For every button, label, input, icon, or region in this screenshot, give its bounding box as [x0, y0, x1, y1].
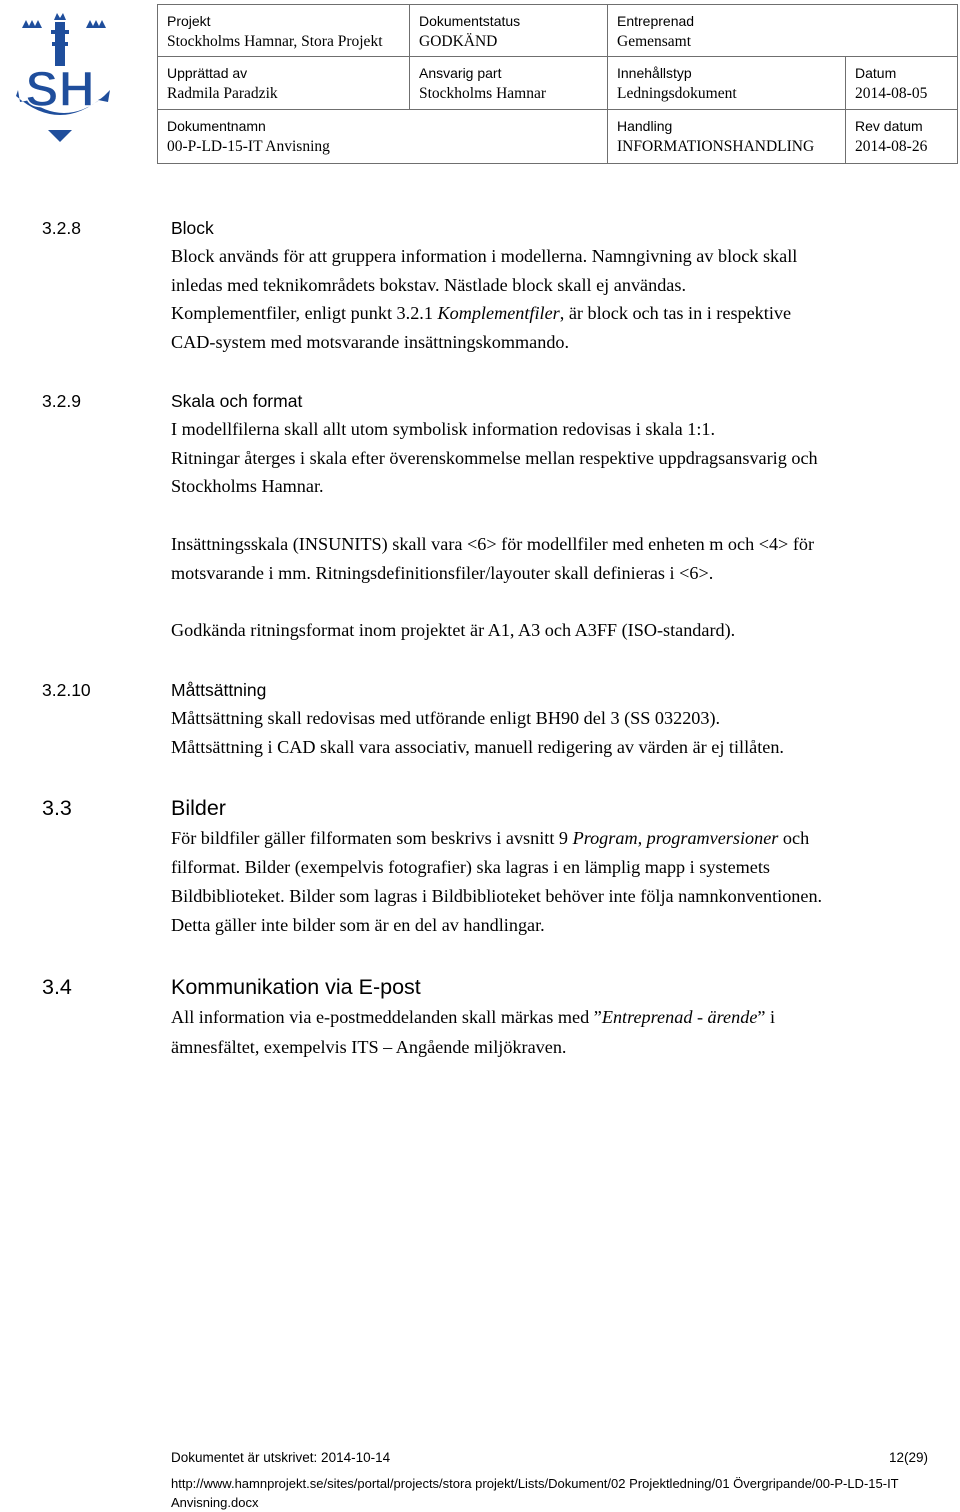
section-number-3-2-8: 3.2.8	[42, 218, 81, 238]
section-title-block: Block	[171, 218, 214, 238]
innehallstyp-value: Ledningsdokument	[617, 85, 737, 102]
projekt-value: Stockholms Hamnar, Stora Projekt	[167, 33, 383, 50]
header-cell-datum	[846, 57, 958, 110]
innehallstyp-label: Innehållstyp	[617, 65, 692, 81]
text-run: , är block och tas in i respektive	[559, 303, 792, 323]
footer-page-number: 12(29)	[888, 1450, 928, 1465]
handling-label: Handling	[617, 118, 673, 134]
header-cell-ansvarig-part	[410, 57, 608, 110]
header-cell-handling	[608, 110, 846, 164]
handling-value: INFORMATIONSHANDLING	[617, 138, 815, 155]
stockholms-hamnar-logo-icon	[2, 10, 118, 150]
upprattad-av-label: Upprättad av	[167, 65, 248, 81]
paragraph-line-with-italic	[171, 1003, 941, 1032]
paragraph-line: Måttsättning i CAD skall vara associativ, manuell redigering av värden är ej tillåten.	[171, 737, 784, 757]
footer-document-path: http://www.hamnprojekt.se/sites/portal/projects/stora projekt/Lists/Dokument/02 Projektledning/01 Övergripande/00-P-LD-15-IT Anvisning.docx	[171, 1476, 899, 1510]
rev-datum-label: Rev datum	[855, 118, 923, 134]
paragraph-line: Måttsättning skall redovisas med utförande enligt BH90 del 3 (SS 032203).	[171, 708, 721, 728]
header-cell-rev-datum	[846, 110, 958, 164]
italic-reference: Program, programversioner	[572, 828, 779, 848]
header-cell-dokumentnamn	[158, 110, 608, 164]
text-run: All information via e-postmeddelanden skall märkas med ”	[171, 1007, 602, 1027]
section-number-3-4: 3.4	[42, 975, 72, 999]
ansvarig-part-value: Stockholms Hamnar	[419, 85, 546, 102]
company-logo	[2, 10, 118, 150]
projekt-label: Projekt	[167, 13, 211, 29]
paragraph-line: motsvarande i mm. Ritningsdefinitionsfiler/layouter skall definieras i <6>.	[171, 563, 714, 583]
paragraph-line: inledas med teknikområdets bokstav. Nästlade block skall ej användas.	[171, 275, 687, 295]
header-cell-upprattad-av	[158, 57, 410, 110]
section-title-kommunikation-via-e-post: Kommunikation via E-post	[171, 975, 421, 999]
text-run: ” i	[757, 1007, 776, 1027]
paragraph-line: ämnesfältet, exempelvis ITS – Angående miljökraven.	[171, 1037, 567, 1057]
section-number-3-2-9: 3.2.9	[42, 391, 81, 411]
upprattad-av-value: Radmila Paradzik	[167, 85, 278, 102]
paragraph-line: I modellfilerna skall allt utom symbolisk information redovisas i skala 1:1.	[171, 419, 716, 439]
paragraph-line: Detta gäller inte bilder som är en del av handlingar.	[171, 915, 545, 935]
header-cell-entreprenad	[608, 5, 958, 57]
italic-subject-example: Entreprenad - ärende	[601, 1007, 758, 1027]
paragraph-line: Insättningsskala (INSUNITS) skall vara <6> för modellfiler med enheten m och <4> för	[171, 534, 815, 554]
section-title-skala-och-format: Skala och format	[171, 391, 303, 411]
datum-value: 2014-08-05	[855, 85, 928, 102]
dokumentnamn-value: 00-P-LD-15-IT Anvisning	[167, 138, 330, 155]
section-number-3-2-10: 3.2.10	[42, 680, 91, 700]
paragraph-line: Stockholms Hamnar.	[171, 476, 324, 496]
paragraph-line: Bildbiblioteket. Bilder som lagras i Bildbiblioteket behöver inte följa namnkonventionen.	[171, 886, 823, 906]
paragraph-line: Godkända ritningsformat inom projektet är A1, A3 och A3FF (ISO-standard).	[171, 620, 736, 640]
header-cell-innehallstyp	[608, 57, 846, 110]
italic-reference: Komplementfiler	[437, 303, 560, 323]
text-run: och	[778, 828, 810, 848]
section-title-mattsattning: Måttsättning	[171, 680, 267, 700]
paragraph-line-with-italic	[171, 824, 941, 853]
rev-datum-value: 2014-08-26	[855, 138, 928, 155]
header-cell-dokumentstatus	[410, 5, 608, 57]
section-title-bilder: Bilder	[171, 796, 226, 820]
document-header-table	[157, 4, 958, 164]
text-run: Komplementfiler, enligt punkt 3.2.1	[171, 303, 438, 323]
paragraph-line-with-italic	[171, 299, 941, 328]
dokumentstatus-label: Dokumentstatus	[419, 13, 521, 29]
footer-print-date: Dokumentet är utskrivet: 2014-10-14	[171, 1450, 391, 1465]
paragraph-line: Ritningar återges i skala efter överenskommelse mellan respektive uppdragsansvarig och	[171, 448, 818, 468]
paragraph-line: filformat. Bilder (exempelvis fotografier) ska lagras i en lämplig mapp i systemets	[171, 857, 771, 877]
header-cell-projekt	[158, 5, 410, 57]
dokumentnamn-label: Dokumentnamn	[167, 118, 266, 134]
entreprenad-value: Gemensamt	[617, 33, 692, 50]
section-number-3-3: 3.3	[42, 796, 72, 820]
datum-label: Datum	[855, 65, 897, 81]
ansvarig-part-label: Ansvarig part	[419, 65, 502, 81]
text-run: För bildfiler gäller filformaten som beskrivs i avsnitt 9	[171, 828, 573, 848]
paragraph-line: CAD-system med motsvarande insättningskommando.	[171, 332, 570, 352]
entreprenad-label: Entreprenad	[617, 13, 695, 29]
paragraph-line: Block används för att gruppera information i modellerna. Namngivning av block skall	[171, 246, 798, 266]
svg-text:SH: SH	[25, 61, 95, 117]
dokumentstatus-value: GODKÄND	[419, 33, 498, 50]
